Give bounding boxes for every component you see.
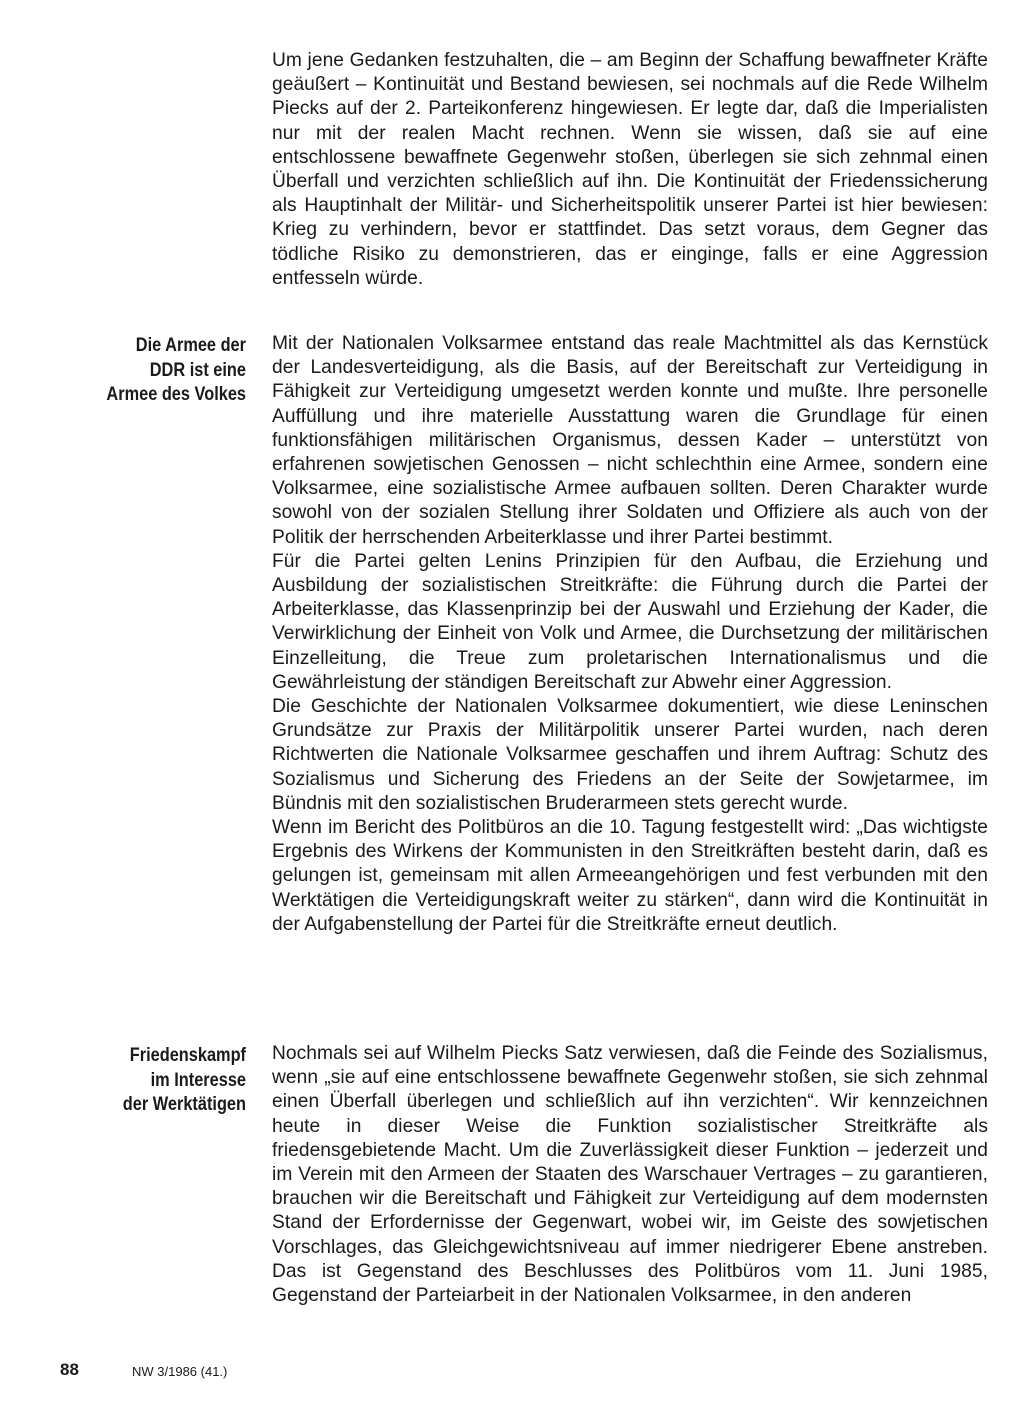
paragraph: Wenn im Bericht des Politbüros an die 10. Tagung festgestellt wird: „Das wichtigste Ergebnis des Wirkens der Kommunisten in den Streitkräften besteht darin, daß es gelungen ist, gemeinsam mit allen Armeeangehörigen und fest verbunden mit den Werktätigen die Verteidigungskraft weiter zu stärken“, dann wird die Kontinuität in der Aufgabenstellung der Partei für die Streitkräfte erneut deutlich. [272, 817, 988, 935]
page-number: 88 [60, 1360, 79, 1379]
side-heading-armee-des-volkes [86, 334, 246, 408]
paragraph: Nochmals sei auf Wilhelm Piecks Satz verwiesen, daß die Feinde des Sozialismus, wenn „sie auf eine entschlossene bewaffnete Gegenwehr stoßen, sie sich zehnmal einen Überfall überlegen und schließlich auf ihn verzichten“. Wir kennzeichnen heute in dieser Weise die Funktion sozialistischer Streitkräfte als friedensgebietende Macht. Um die Zuverlässigkeit dieser Funktion – jederzeit und im Verein mit den Armeen der Staaten des Warschauer Vertrages – zu garantieren, brauchen wir die Bereitschaft und Fähigkeit zur Verteidigung auf dem modernsten Stand der Erfordernisse der Gegenwart, wobei wir, im Geiste des sowjetischen Vorschlages, das Gleichgewichtsniveau auf immer niedrigerer Ebene anstreben. Das ist Gegenstand des Beschlusses des Politbüros vom 11. Juni 1985, Gegenstand der Parteiarbeit in der Nationalen Volksarmee, in den anderen [272, 1043, 988, 1307]
paragraph: Um jene Gedanken festzuhalten, die – am Beginn der Schaffung bewaffneter Kräfte geäußert – Kontinuität und Bestand bewiesen, sei nochmals auf die Rede Wilhelm Piecks auf der 2. Parteikonferenz hingewiesen. Er legte dar, daß die Imperialisten nur mit der realen Macht rechnen. Wenn sie wissen, daß sie auf eine entschlossene bewaffnete Gegenwehr stoßen, überlegen sie sich zehnmal einen Überfall und verzichten schließlich auf ihn. Die Kontinuität der Friedenssicherung als Hauptinhalt der Militär- und Sicherheitspolitik unserer Partei ist hier bewiesen: Krieg zu verhindern, bevor er stattfindet. Das setzt voraus, dem Gegner das tödliche Risiko zu demonstrieren, das er einginge, falls er eine Aggression entfesseln würde. [272, 50, 988, 289]
paragraph: Für die Partei gelten Lenins Prinzipien für den Aufbau, die Erziehung und Ausbildung der sozialistischen Streitkräfte: die Führung durch die Partei der Arbeiterklasse, das Klassenprinzip bei der Auswahl und Erziehung der Kader, die Verwirklichung der Einheit von Volk und Armee, die Durchsetzung der militärischen Einzelleitung, die Treue zum proletarischen Internationalismus und die Gewährleistung der ständigen Bereitschaft zur Abwehr einer Aggression. [272, 550, 988, 693]
journal-reference: NW 3/1986 (41.) [132, 1364, 228, 1379]
intro-paragraph-block [272, 49, 988, 291]
paragraph: Mit der Nationalen Volksarmee entstand das reale Machtmittel als das Kernstück der Landesverteidigung, als die Basis, auf der Bereitschaft zur Verteidigung in Fähigkeit zur Verteidigung umgesetzt werden konnte und mußte. Ihre personelle Auffüllung und ihre materielle Ausstattung waren die Grundlage für einen funktionsfähigen militärischen Organismus, dessen Kader – unterstützt von erfahrenen sowjetischen Genossen – nicht schlechthin eine Armee, sondern eine Volksarmee, eine sozialistische Armee aufbauen sollten. Deren Charakter wurde sowohl von der sozialen Stellung ihrer Soldaten und Offiziere als auch von der Politik der herrschenden Arbeiterklasse und ihrer Partei bestimmt. [272, 333, 988, 548]
heading-line: der Werktätigen [122, 1094, 246, 1115]
heading-line: Die Armee der [135, 335, 246, 356]
armee-section-body [272, 332, 988, 937]
side-heading-friedenskampf [86, 1044, 246, 1118]
heading-line: im Interesse [150, 1069, 246, 1091]
heading-line: Armee des Volkes [106, 384, 246, 405]
paragraph: Die Geschichte der Nationalen Volksarmee dokumentiert, wie diese Leninschen Grundsätze zur Praxis der Militärpolitik unserer Partei wurden, nach deren Richtwerten die Nationale Volksarmee geschaffen und ihrem Auftrag: Schutz des Sozialismus und Sicherung des Friedens an der Seite der Sowjetarmee, im Bündnis mit den sozialistischen Bruderarmeen stets gerecht wurde. [272, 696, 988, 814]
heading-line: DDR ist eine [149, 359, 246, 381]
heading-line: Friedenskampf [129, 1045, 246, 1066]
friedenskampf-section-body [272, 1042, 988, 1308]
